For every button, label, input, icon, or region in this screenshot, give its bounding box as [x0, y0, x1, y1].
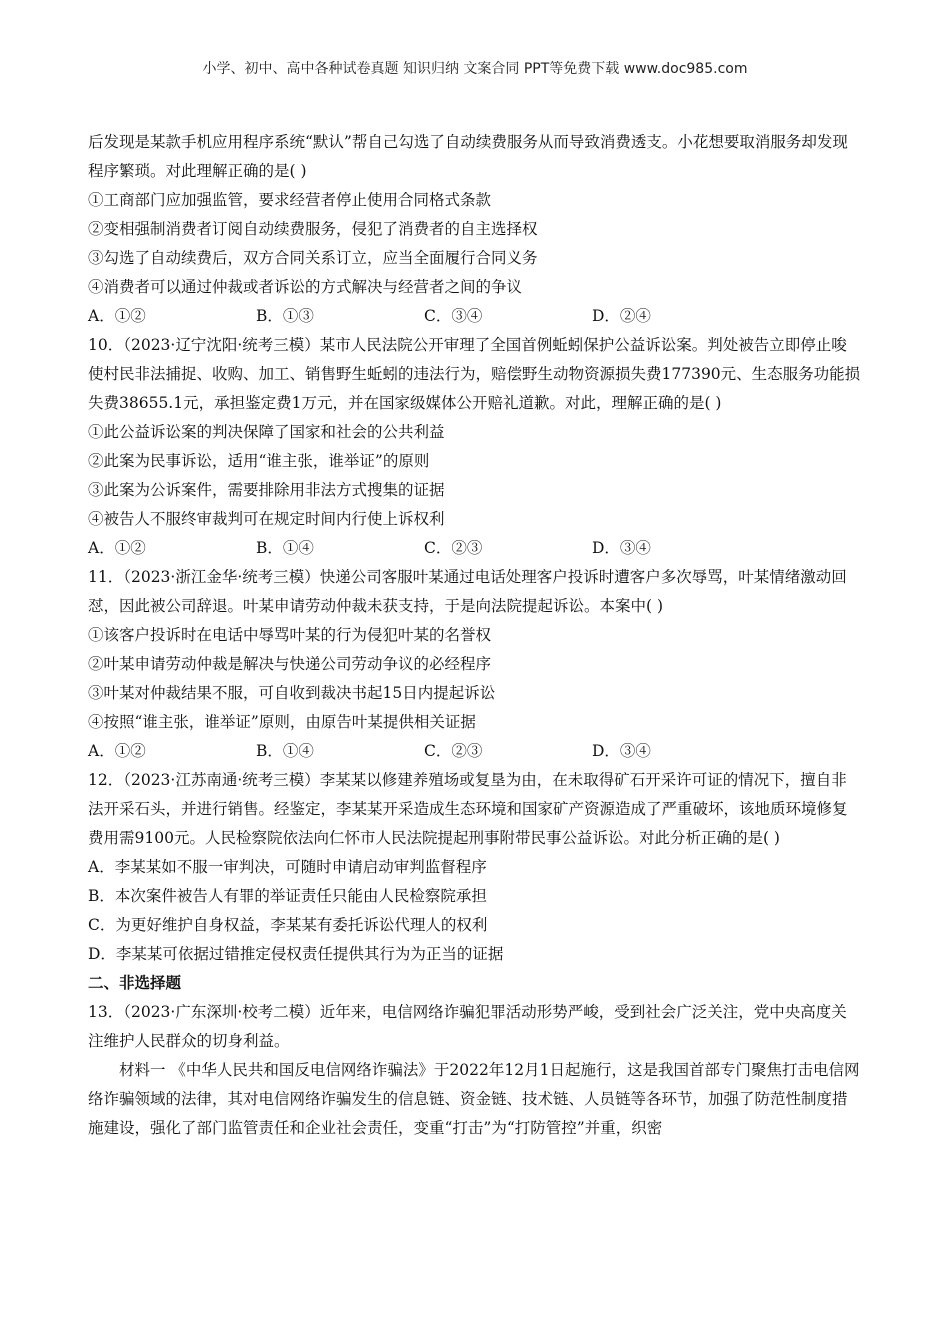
section-heading: 二、非选择题: [88, 974, 182, 992]
q12-answer-c: C．为更好维护自身权益，李某某有委托诉讼代理人的权利: [88, 916, 488, 934]
q10-options: [88, 534, 862, 563]
q11-item-1: ①该客户投诉时在电话中辱骂叶某的行为侵犯叶某的名誉权: [88, 626, 492, 644]
q9-option-a: A．①②: [88, 307, 146, 325]
q11-item-3: ③叶某对仲裁结果不服，可自收到裁决书起15日内提起诉讼: [88, 684, 496, 702]
q12-answer-d: D．李某某可依据过错推定侵权责任提供其行为为正当的证据: [88, 945, 504, 963]
q9-options: [88, 302, 862, 331]
q9-item-1: ①工商部门应加强监管，要求经营者停止使用合同格式条款: [88, 191, 492, 209]
q10-option-c: C．②③: [424, 539, 483, 557]
q10-item-4: ④被告人不服终审裁判可在规定时间内行使上诉权利: [88, 510, 445, 528]
q10-option-d: D．③④: [592, 539, 651, 557]
q10-option-a: A．①②: [88, 539, 146, 557]
q9-stem: 后发现是某款手机应用程序系统“默认”帮自己勾选了自动续费服务从而导致消费透支。小花想要取消服务却发现程序繁琐。对此理解正确的是( ): [88, 133, 848, 180]
q9-option-c: C．③④: [424, 307, 483, 325]
q9-option-d: D．②④: [592, 307, 651, 325]
q10-option-b: B．①④: [256, 539, 314, 557]
q9-item-4: ④消费者可以通过仲裁或者诉讼的方式解决与经营者之间的争议: [88, 278, 523, 296]
q11-item-4: ④按照“谁主张，谁举证”原则，由原告叶某提供相关证据: [88, 713, 476, 731]
q13-material: 材料一 《中华人民共和国反电信网络诈骗法》于2022年12月1日起施行，这是我国首部专门聚焦打击电信网络诈骗领域的法律，其对电信网络诈骗发生的信息链、资金链、技术链、人员链等各环节，加强了防范性制度措施建设，强化了部门监管责任和企业社会责任，变重“打击”为“打防管控”并重，织密: [88, 1061, 860, 1137]
q11-option-b: B．①④: [256, 742, 314, 760]
q10-item-3: ③此案为公诉案件，需要排除用非法方式搜集的证据: [88, 481, 445, 499]
q9-item-3: ③勾选了自动续费后，双方合同关系订立，应当全面履行合同义务: [88, 249, 538, 267]
q12-answer-a: A．李某某如不服一审判决，可随时申请启动审判监督程序: [88, 858, 487, 876]
q11-item-2: ②叶某申请劳动仲裁是解决与快递公司劳动争议的必经程序: [88, 655, 492, 673]
q11-option-d: D．③④: [592, 742, 651, 760]
q10-stem: 10．（2023·辽宁沈阳·统考三模）某市人民法院公开审理了全国首例蚯蚓保护公益诉讼案。判处被告立即停止唆使村民非法捕捉、收购、加工、销售野生蚯蚓的违法行为，赔偿野生动物资源损失费177390元、生态服务功能损失费38655.1元，承担鉴定费1万元，并在国家级媒体公开赔礼道歉。对此，理解正确的是( ): [88, 336, 861, 412]
q11-stem: 11．（2023·浙江金华·统考三模）快递公司客服叶某通过电话处理客户投诉时遭客户多次辱骂，叶某情绪激动回怼，因此被公司辞退。叶某申请劳动仲裁未获支持，于是向法院提起诉讼。本案中( ): [88, 568, 847, 615]
q10-item-2: ②此案为民事诉讼，适用“谁主张，谁举证”的原则: [88, 452, 430, 470]
q9-option-b: B．①③: [256, 307, 314, 325]
exam-content: [88, 128, 862, 1143]
q10-item-1: ①此公益诉讼案的判决保障了国家和社会的公共利益: [88, 423, 445, 441]
q12-answer-b: B．本次案件被告人有罪的举证责任只能由人民检察院承担: [88, 887, 487, 905]
q11-option-a: A．①②: [88, 742, 146, 760]
q9-item-2: ②变相强制消费者订阅自动续费服务，侵犯了消费者的自主选择权: [88, 220, 538, 238]
q12-stem: 12．（2023·江苏南通·统考三模）李某某以修建养殖场或复垦为由，在未取得矿石开采许可证的情况下，擅自非法开采石头，并进行销售。经鉴定，李某某开采造成生态环境和国家矿产资源造成了严重破坏，该地质环境修复费用需9100元。人民检察院依法向仁怀市人民法院提起刑事附带民事公益诉讼。对此分析正确的是( ): [88, 771, 848, 847]
page-header: 小学、初中、高中各种试卷真题 知识归纳 文案合同 PPT等免费下载 www.doc985.com: [202, 61, 748, 77]
q11-option-c: C．②③: [424, 742, 483, 760]
q11-options: [88, 737, 862, 766]
q13-stem: 13．（2023·广东深圳·校考二模）近年来，电信网络诈骗犯罪活动形势严峻，受到社会广泛关注，党中央高度关注维护人民群众的切身利益。: [88, 1003, 847, 1050]
